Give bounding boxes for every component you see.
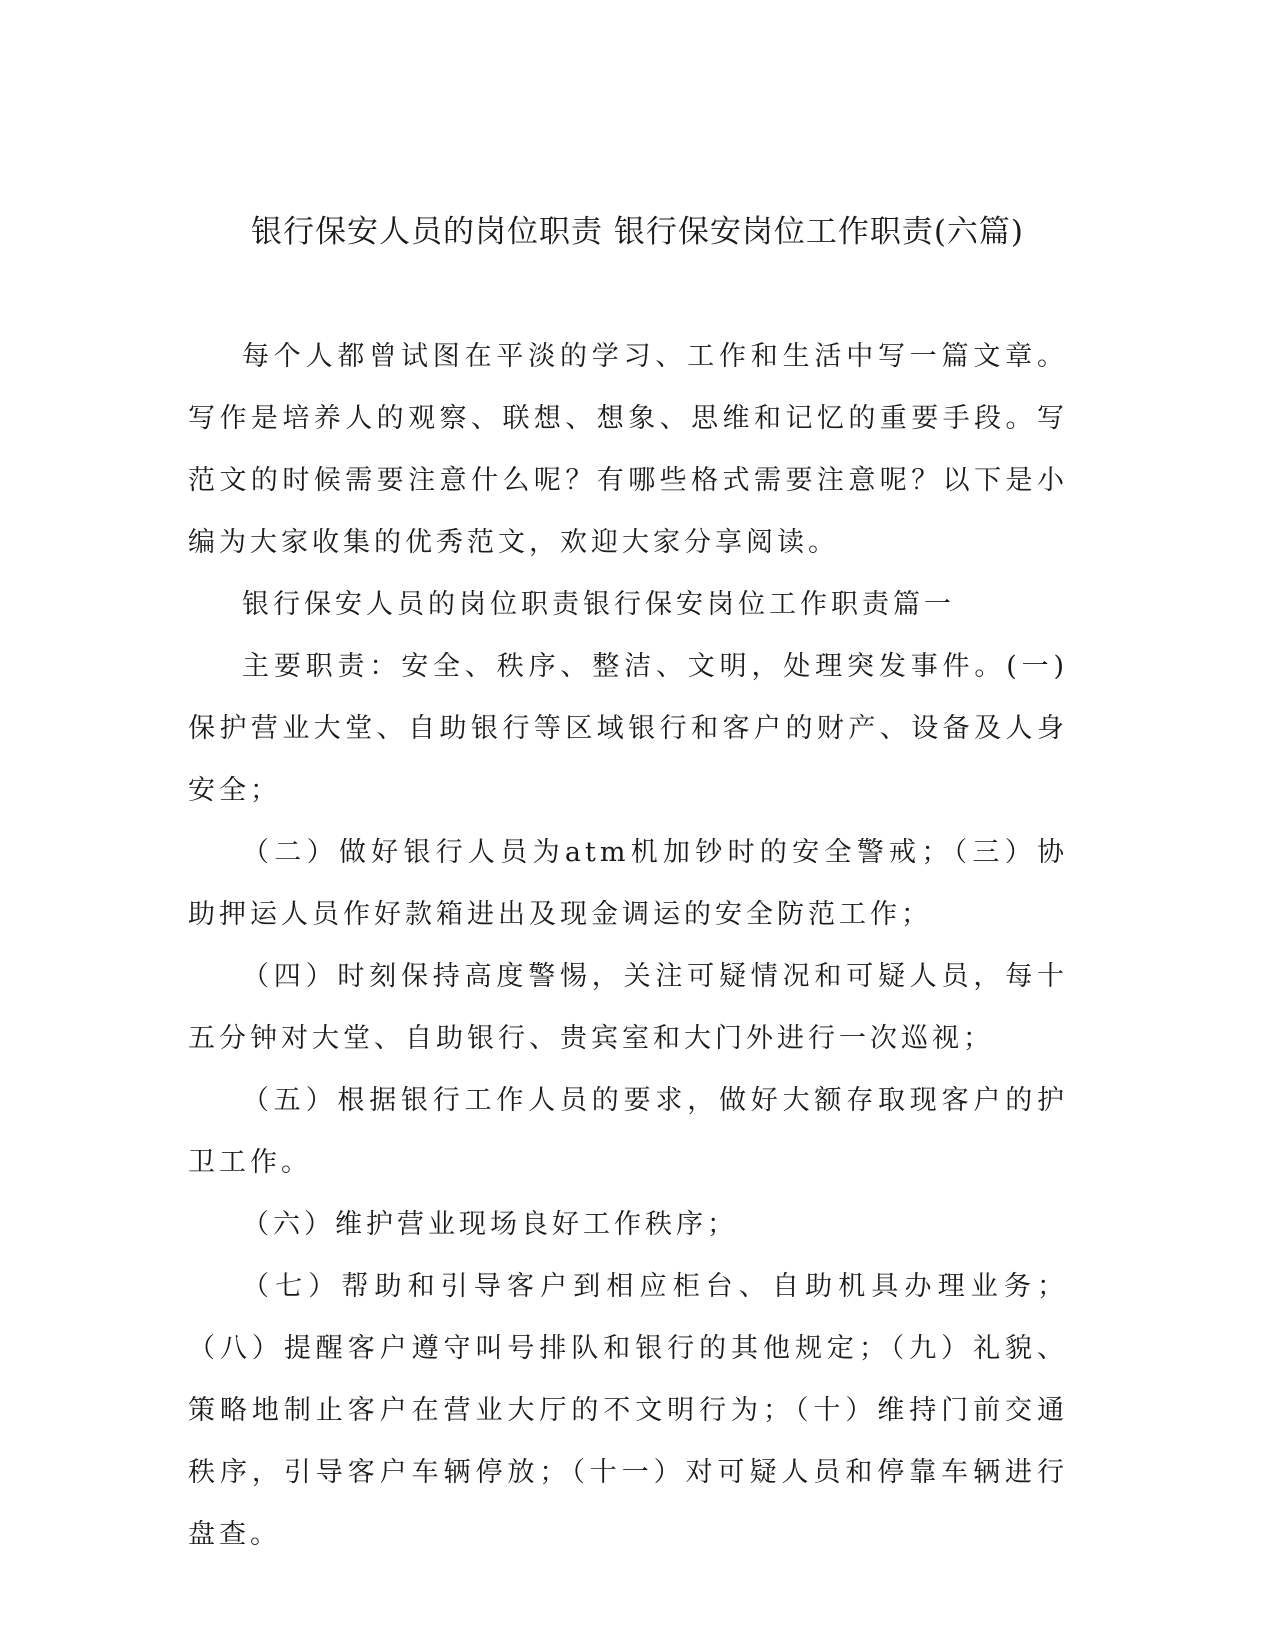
paragraph-duty-7-11: （七）帮助和引导客户到相应柜台、自助机具办理业务；（八）提醒客户遵守叫号排队和银行的其他规定；（九）礼貌、策略地制止客户在营业大厅的不文明行为；（十）维持门前交通秩序，引导客户车辆停放；（十一）对可疑人员和停靠车辆进行盘查。 xyxy=(188,1271,1068,1550)
paragraph-duty-6: （六）维护营业现场良好工作秩序； xyxy=(242,1209,738,1240)
document-body xyxy=(188,326,1068,1566)
paragraph-duty-5: （五）根据银行工作人员的要求，做好大额存取现客户的护卫工作。 xyxy=(188,1085,1068,1178)
document-title: 银行保安人员的岗位职责 银行保安岗位工作职责(六篇) xyxy=(250,214,1025,250)
paragraph-duty-4: （四）时刻保持高度警惕，关注可疑情况和可疑人员，每十五分钟对大堂、自助银行、贵宾室和大门外进行一次巡视； xyxy=(188,961,1068,1054)
paragraph-intro: 每个人都曾试图在平淡的学习、工作和生活中写一篇文章。写作是培养人的观察、联想、想象、思维和记忆的重要手段。写范文的时候需要注意什么呢？有哪些格式需要注意呢？以下是小编为大家收集的优秀范文，欢迎大家分享阅读。 xyxy=(188,341,1068,558)
paragraph-main-duties: 主要职责：安全、秩序、整洁、文明，处理突发事件。(一)保护营业大堂、自助银行等区域银行和客户的财产、设备及人身安全； xyxy=(188,651,1068,806)
paragraph-duty-2-3: （二）做好银行人员为atm机加钞时的安全警戒；（三）协助押运人员作好款箱进出及现金调运的安全防范工作； xyxy=(188,837,1068,930)
paragraph-section-heading: 银行保安人员的岗位职责银行保安岗位工作职责篇一 xyxy=(242,589,955,620)
